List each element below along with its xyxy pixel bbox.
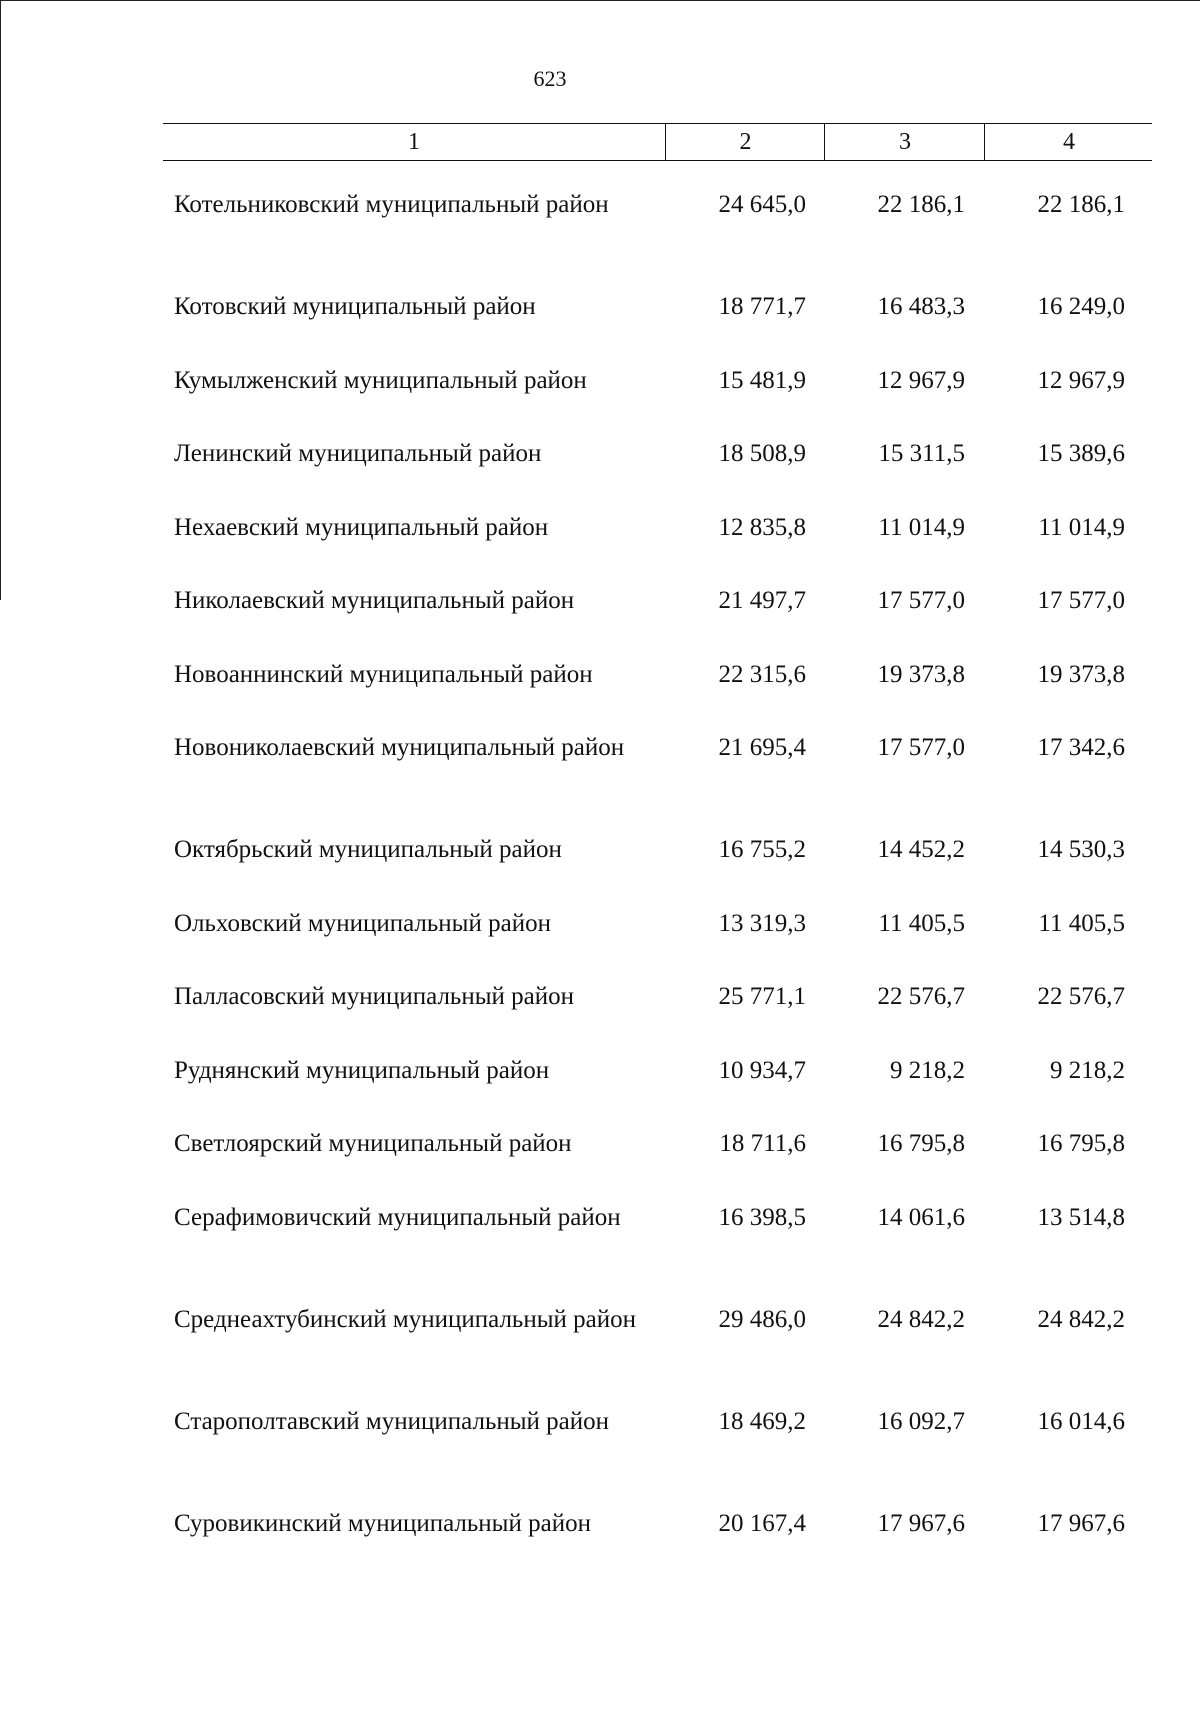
value-col3: 17 967,6 (877, 1509, 965, 1537)
district-name: Руднянский муниципальный район (174, 1056, 550, 1084)
value-col2: 22 315,6 (718, 660, 806, 688)
table-row (163, 512, 1152, 586)
value-col2: 18 469,2 (718, 1407, 806, 1435)
table-body (163, 189, 1152, 1581)
value-col2: 13 319,3 (718, 909, 806, 937)
value-col4: 14 530,3 (1037, 836, 1125, 863)
value-col3: 24 842,2 (877, 1305, 965, 1333)
value-col3: 16 092,7 (877, 1407, 965, 1435)
table-row (163, 1055, 1152, 1129)
value-col4: 12 967,9 (1037, 366, 1125, 394)
value-col3: 14 061,6 (877, 1203, 965, 1231)
column-header-2: 2 (665, 124, 825, 160)
value-col2: 20 167,4 (718, 1509, 806, 1537)
value-col4: 17 342,6 (1037, 734, 1125, 761)
district-name: Нехаевский муниципальный район (174, 513, 549, 541)
value-col2: 18 771,7 (718, 293, 806, 320)
value-col4: 19 373,8 (1037, 660, 1125, 688)
value-col4: 11 014,9 (1038, 513, 1125, 541)
value-col4: 16 795,8 (1037, 1130, 1125, 1157)
column-header-3: 3 (824, 124, 985, 160)
column-header-1: 1 (408, 129, 420, 155)
data-table (163, 123, 1152, 1537)
value-col4: 22 186,1 (1037, 191, 1125, 218)
value-col2: 24 645,0 (718, 191, 806, 218)
district-name: Суровикинский муниципальный район (174, 1509, 591, 1537)
value-col3: 11 405,5 (878, 909, 965, 937)
value-col4: 17 967,6 (1037, 1509, 1125, 1537)
table-row (163, 585, 1152, 659)
table-row (163, 1406, 1152, 1508)
district-name: Среднеахтубинский муниципальный район (174, 1305, 636, 1333)
district-name: Светлоярский муниципальный район (174, 1130, 572, 1157)
district-name: Ленинский муниципальный район (174, 440, 542, 467)
table-row (163, 1304, 1152, 1406)
district-name: Котовский муниципальный район (174, 293, 536, 320)
page-number: 623 (533, 66, 567, 91)
table-row (163, 908, 1152, 982)
value-col2: 15 481,9 (718, 366, 806, 394)
value-col4: 16 014,6 (1037, 1407, 1125, 1435)
value-col3: 15 311,5 (878, 440, 965, 467)
district-name: Серафимовичский муниципальный район (174, 1203, 621, 1231)
value-col2: 18 711,6 (719, 1130, 806, 1157)
value-col3: 9 218,2 (890, 1056, 965, 1084)
value-col4: 9 218,2 (1050, 1056, 1125, 1084)
district-name: Николаевский муниципальный район (174, 587, 575, 614)
district-name: Котельниковский муниципальный район (174, 191, 609, 218)
value-col2: 21 497,7 (718, 587, 806, 614)
table-header-row (163, 123, 1152, 161)
value-col4: 22 576,7 (1037, 983, 1125, 1010)
value-col2: 18 508,9 (718, 440, 806, 467)
value-col3: 22 186,1 (877, 191, 965, 218)
value-col3: 16 483,3 (877, 293, 965, 320)
table-row (163, 1202, 1152, 1304)
value-col3: 16 795,8 (877, 1130, 965, 1157)
district-name: Ольховский муниципальный район (174, 909, 551, 937)
value-col2: 12 835,8 (718, 513, 806, 541)
table-row (163, 189, 1152, 291)
value-col2: 21 695,4 (718, 734, 806, 761)
value-col3: 22 576,7 (877, 983, 965, 1010)
table-row (163, 365, 1152, 439)
scan-edge-top (0, 0, 1200, 1)
value-col4: 11 405,5 (1038, 909, 1125, 937)
district-name: Новониколаевский муниципальный район (174, 734, 625, 761)
table-row (163, 438, 1152, 512)
district-name: Новоаннинский муниципальный район (174, 660, 593, 688)
value-col2: 10 934,7 (718, 1056, 806, 1084)
value-col3: 11 014,9 (878, 513, 965, 541)
value-col4: 16 249,0 (1037, 293, 1125, 320)
table-row (163, 834, 1152, 908)
value-col3: 17 577,0 (877, 734, 965, 761)
table-row (163, 659, 1152, 733)
district-name: Октябрьский муниципальный район (174, 836, 562, 863)
table-row (163, 291, 1152, 365)
value-col4: 13 514,8 (1037, 1203, 1125, 1231)
table-row (163, 981, 1152, 1055)
value-col2: 29 486,0 (718, 1305, 806, 1333)
district-name: Палласовский муниципальный район (174, 983, 574, 1010)
value-col4: 17 577,0 (1037, 587, 1125, 614)
column-header-4: 4 (984, 124, 1153, 160)
table-row (163, 1128, 1152, 1202)
value-col4: 24 842,2 (1037, 1305, 1125, 1333)
value-col2: 16 755,2 (718, 836, 806, 863)
value-col3: 14 452,2 (877, 836, 965, 863)
value-col3: 12 967,9 (877, 366, 965, 394)
value-col4: 15 389,6 (1037, 440, 1125, 467)
value-col3: 17 577,0 (877, 587, 965, 614)
value-col2: 16 398,5 (718, 1203, 806, 1231)
district-name: Старополтавский муниципальный район (174, 1407, 609, 1435)
table-row (163, 732, 1152, 834)
value-col2: 25 771,1 (718, 983, 806, 1010)
table-row (163, 1508, 1152, 1582)
value-col3: 19 373,8 (877, 660, 965, 688)
district-name: Кумылженский муниципальный район (174, 366, 587, 394)
